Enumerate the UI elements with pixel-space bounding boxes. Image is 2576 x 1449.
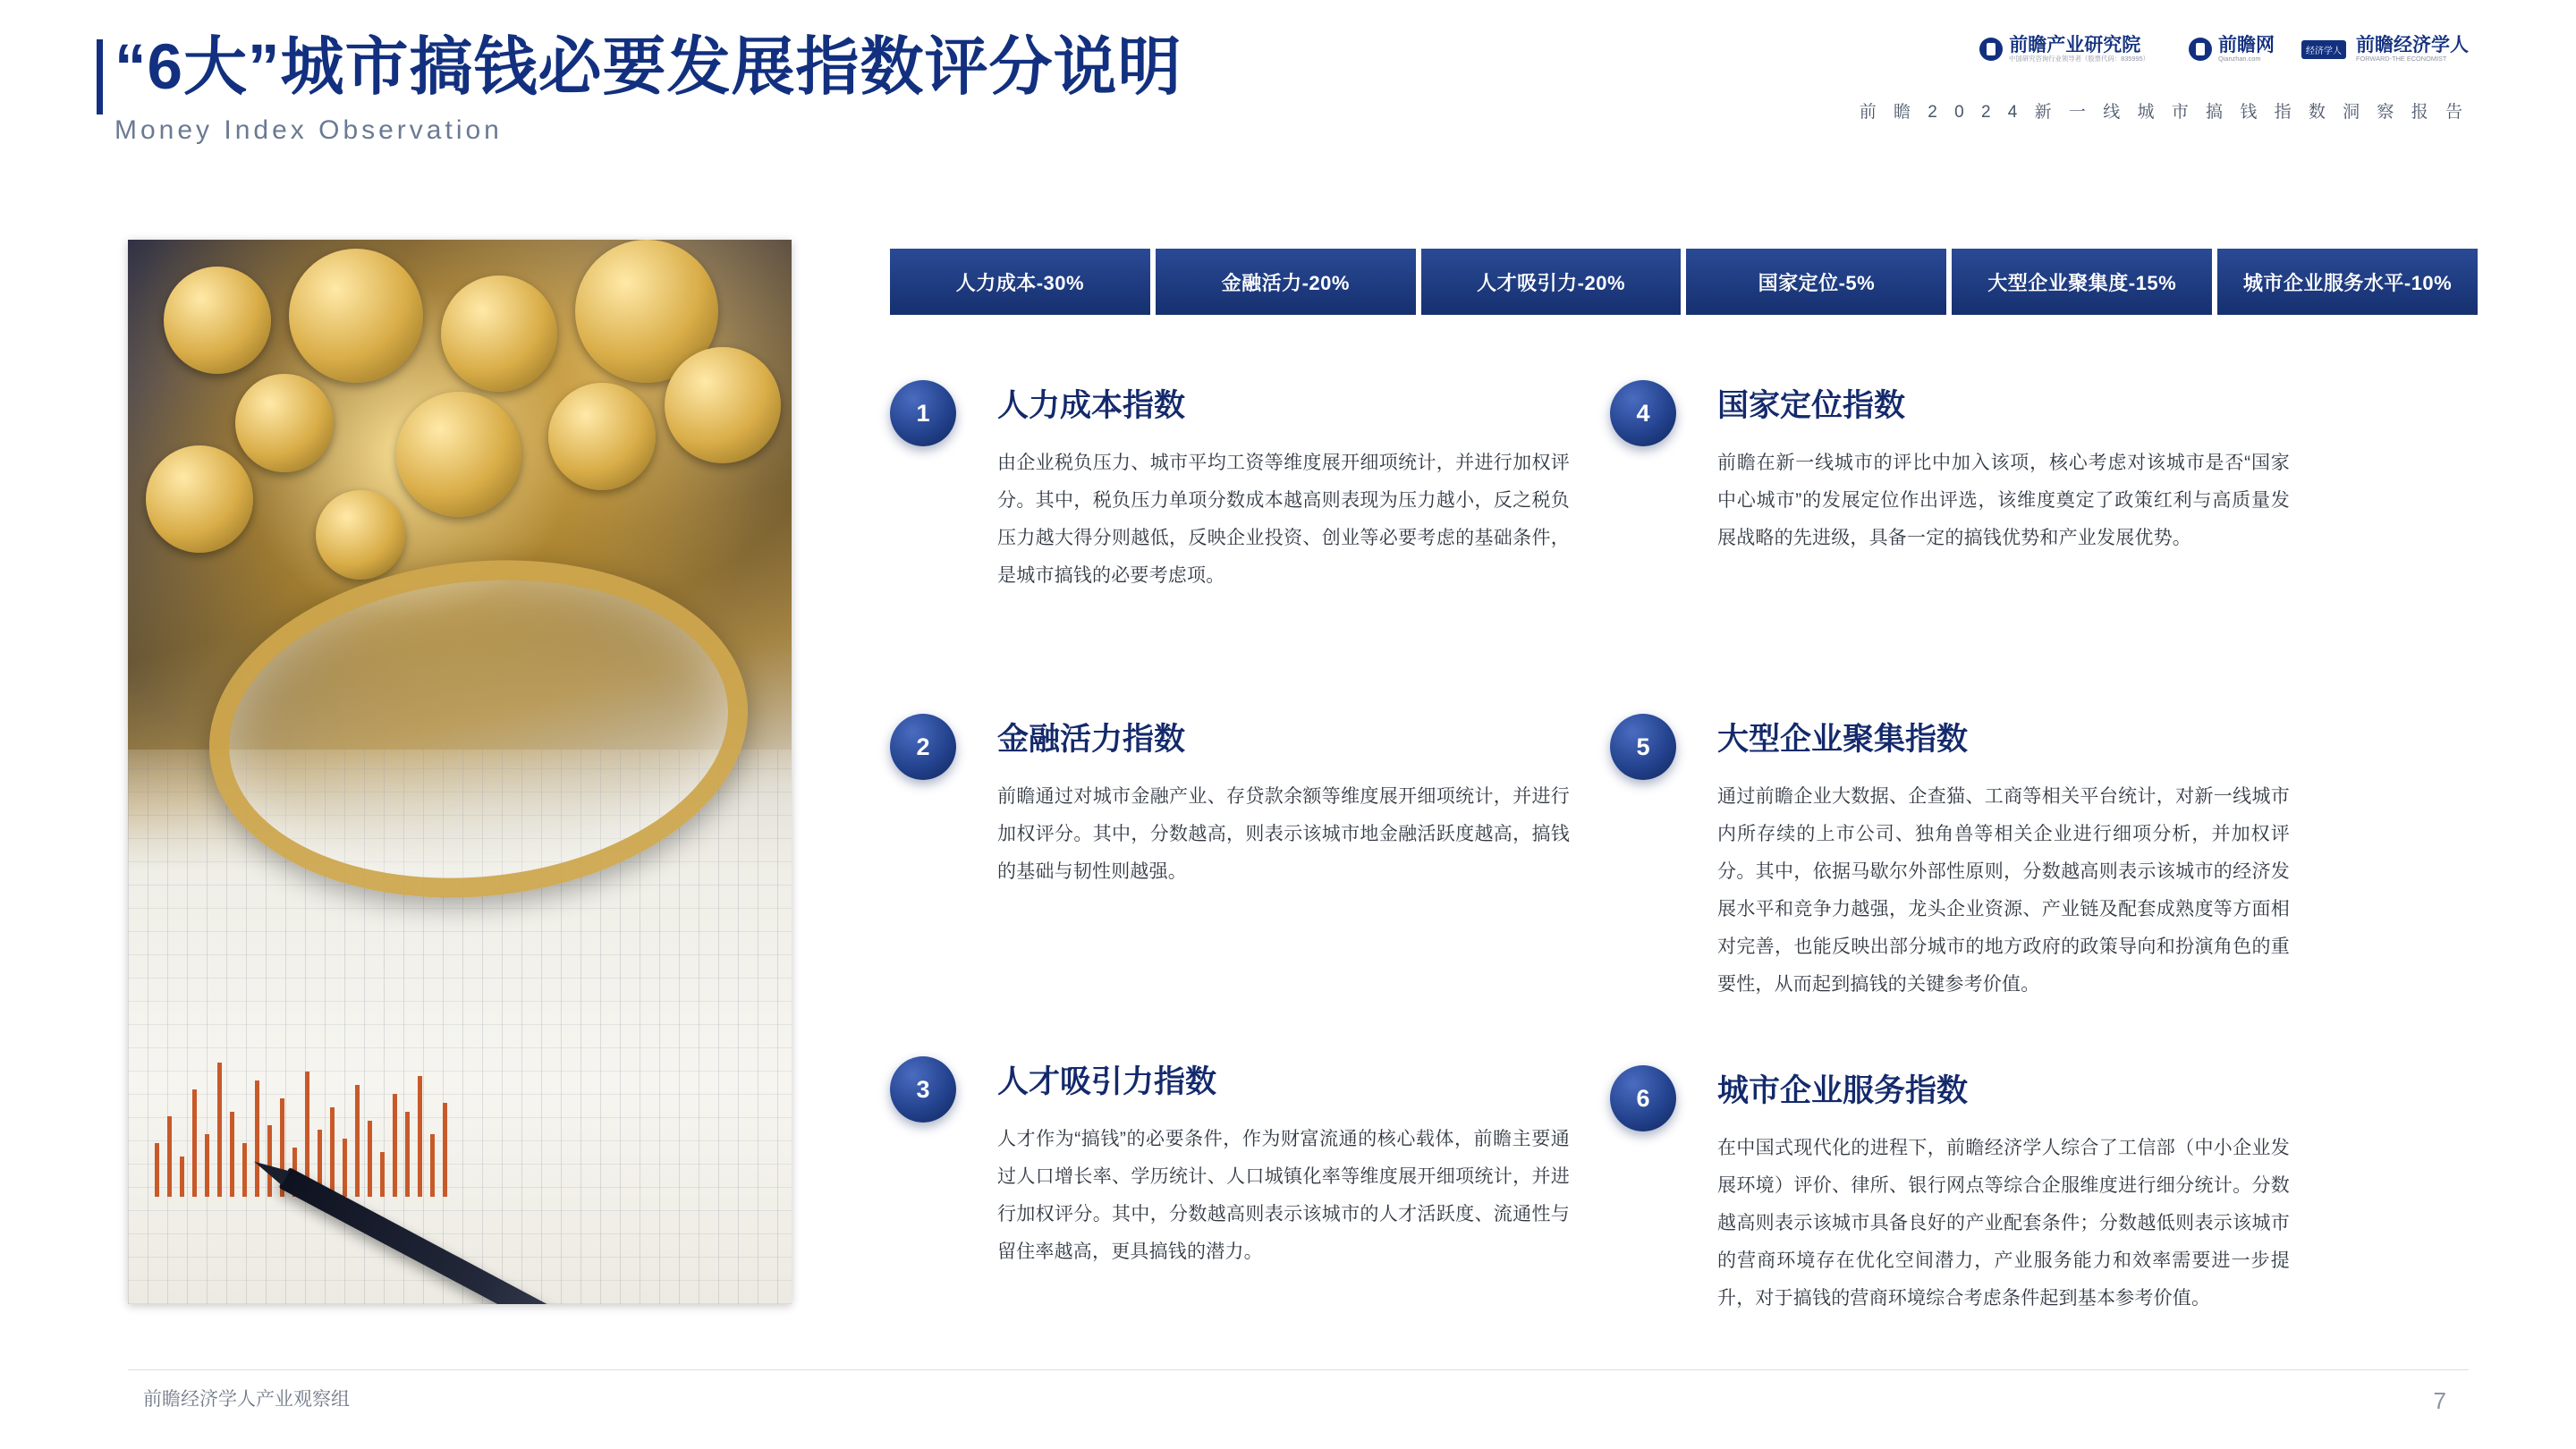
index-number-badge: 5 <box>1610 714 1676 780</box>
weight-cell-talent-attraction: 人才吸引力-20% <box>1421 249 1682 315</box>
weight-cell-financial-vitality: 金融活力-20% <box>1156 249 1416 315</box>
index-item-title: 金融活力指数 <box>997 722 1186 757</box>
index-number-badge: 3 <box>890 1056 956 1123</box>
coins-magnifier-photo <box>128 240 792 1304</box>
index-number-badge: 2 <box>890 714 956 780</box>
index-item-national-positioning <box>1610 380 2290 689</box>
index-item-labor-cost <box>890 380 1570 689</box>
index-item-title: 人力成本指数 <box>997 388 1186 423</box>
logo-web-name: 前瞻网 <box>2218 35 2275 55</box>
index-item-title: 国家定位指数 <box>1717 388 1906 423</box>
index-item-body: 在中国式现代化的进程下，前瞻经济学人综合了工信部（中小企业发展环境）评价、律所、银行网点等综合企服维度进行细分统计。分数越高则表示该城市具备良好的产业配套条件；分数越低则表示该城市的营商环境存在优化空间潜力，产业服务能力和效率需要进一步提升，对于搞钱的营商环境综合考虑条件起到基本参考价值。 <box>1717 1138 2290 1309</box>
index-item-body: 前瞻在新一线城市的评比中加入该项，核心考虑对该城市是否“国家中心城市”的发展定位作出评选，该维度奠定了政策红利与高质量发展战略的先进级，具备一定的搞钱优势和产业发展优势。 <box>1717 453 2290 548</box>
page-subtitle: Money Index Observation <box>114 114 503 145</box>
logo-institute-sub: 中国研究咨询行业领导者（股票代码：835995） <box>2009 55 2150 63</box>
logo-forward-economist <box>2301 36 2469 63</box>
page-title: “6大”城市搞钱必要发展指数评分说明 <box>114 32 1182 103</box>
title-block <box>114 34 1635 146</box>
index-item-body: 人才作为“搞钱”的必要条件，作为财富流通的核心载体，前瞻主要通过人口增长率、学历统计、人口城镇化率等维度展开细项统计，并进行加权评分。其中，分数越高则表示该城市的人才活跃度、流通性与留住率越高，更具搞钱的潜力。 <box>997 1129 1570 1262</box>
footer-credit: 前瞻经济学人产业观察组 <box>143 1389 350 1410</box>
weight-header-bar <box>890 249 2478 315</box>
index-item-large-enterprise <box>1610 714 2290 1040</box>
report-name: 前 瞻 2 0 2 4 新 一 线 城 市 搞 钱 指 数 洞 察 报 告 <box>1859 103 2469 122</box>
photo-chart-bars <box>155 1036 691 1197</box>
index-item-body: 通过前瞻企业大数据、企查猫、工商等相关平台统计，对新一线城市内所存续的上市公司、独角兽等相关企业进行细项分析，并加权评分。其中，依据马歇尔外部性原则，分数越高则表示该城市的经济发展水平和竞争力越强，龙头企业资源、产业链及配套成熟度等方面相对完善，也能反映出部分城市的地方政府的政策导向和扮演角色的重要性，从而起到搞钱的关键参考价值。 <box>1717 786 2290 995</box>
logo-qianzhan-web <box>2189 36 2275 63</box>
index-item-title: 大型企业聚集指数 <box>1717 722 1969 757</box>
index-item-title: 城市企业服务指数 <box>1717 1073 1969 1108</box>
weight-cell-large-enterprise: 大型企业聚集度-15% <box>1952 249 2212 315</box>
title-accent-bar <box>97 39 103 114</box>
economist-badge: 经济学人 <box>2301 40 2346 59</box>
qianzhan-web-logo-icon <box>2189 38 2212 61</box>
index-number-badge: 4 <box>1610 380 1676 446</box>
index-item-body: 由企业税负压力、城市平均工资等维度展开细项统计，并进行加权评分。其中，税负压力单项分数成本越高则表现为压力越小，反之税负压力越大得分则越低，反映企业投资、创业等必要考虑的基础条件，是城市搞钱的必要考虑项。 <box>997 453 1570 586</box>
qianzhan-logo-icon <box>1979 38 2003 61</box>
logo-web-sub: Qianzhan.com <box>2218 55 2261 63</box>
index-number-badge: 6 <box>1610 1065 1676 1131</box>
logo-economist-sub: FORWARD-THE ECONOMIST <box>2356 55 2447 63</box>
footer-divider <box>128 1369 2469 1370</box>
index-item-body: 前瞻通过对城市金融产业、存贷款余额等维度展开细项统计，并进行加权评分。其中，分数越高，则表示该城市地金融活跃度越高，搞钱的基础与韧性则越强。 <box>997 786 1570 882</box>
index-item-talent-attraction <box>890 1056 1570 1271</box>
page-number: 7 <box>2433 1387 2446 1414</box>
weight-cell-national-positioning: 国家定位-5% <box>1686 249 1946 315</box>
logo-institute-name: 前瞻产业研究院 <box>2009 35 2141 55</box>
index-item-city-service <box>1610 1065 2290 1318</box>
logo-group <box>1979 36 2469 63</box>
logo-economist-name: 前瞻经济学人 <box>2356 35 2469 55</box>
index-item-financial-vitality <box>890 714 1570 1031</box>
index-column-right <box>1610 380 2290 1343</box>
weight-cell-labor-cost: 人力成本-30% <box>890 249 1150 315</box>
index-item-title: 人才吸引力指数 <box>997 1064 1217 1099</box>
index-number-badge: 1 <box>890 380 956 446</box>
index-column-left <box>890 380 1570 1296</box>
logo-qianzhan-institute <box>1979 36 2162 63</box>
weight-cell-city-service: 城市企业服务水平-10% <box>2217 249 2478 315</box>
